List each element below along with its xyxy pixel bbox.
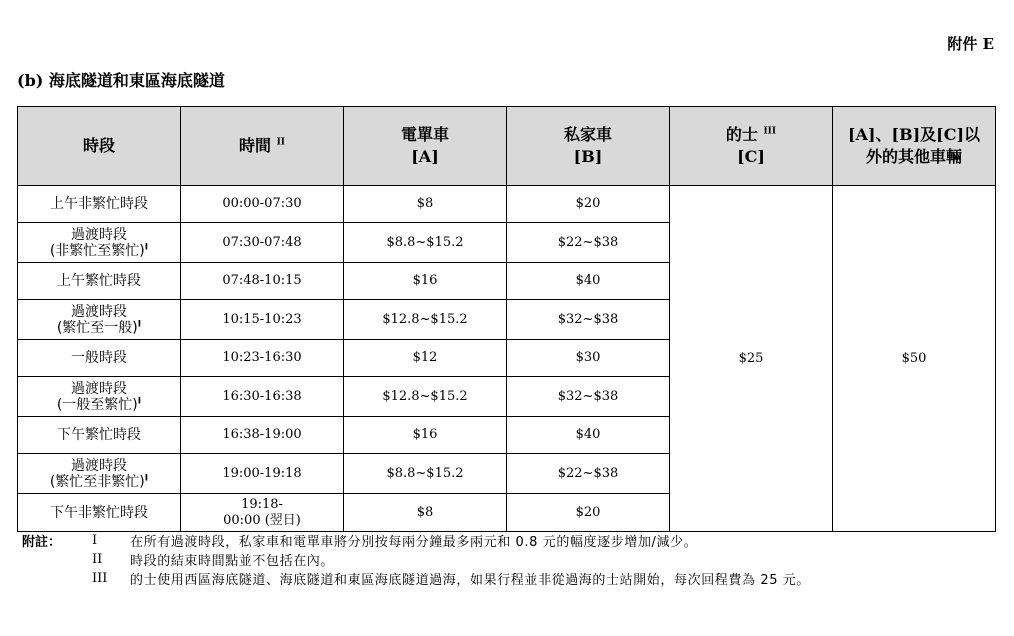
period-cell: [18, 377, 181, 417]
notes-heading: 附註：: [22, 535, 62, 550]
period-cell: [18, 340, 181, 377]
footnote-marker: I: [137, 318, 142, 329]
period-cell: [18, 263, 181, 300]
notes-section: [22, 531, 1007, 588]
time-cell: 10:15-10:23: [181, 300, 344, 340]
period-cell: [18, 186, 181, 223]
period-sublabel: (非繁忙至繁忙): [49, 242, 145, 259]
motorcycle-fee-cell: $8: [344, 186, 507, 223]
note-text: 的士使用西區海底隧道、海底隧道和東區海底隧道過海，如果行程並非從過海的士站開始，每次回程費為 25 元。: [130, 573, 811, 588]
column-header: [833, 107, 996, 186]
period-label: 上午非繁忙時段: [50, 196, 148, 212]
period-label: 上午繁忙時段: [57, 273, 141, 289]
taxi-fee-cell: $25: [670, 186, 833, 532]
private-car-fee-cell: $32~$38: [507, 377, 670, 417]
section-title: (b) 海底隧道和東區海底隧道: [17, 71, 225, 90]
footnote-marker: II: [276, 137, 285, 148]
period-label: 下午非繁忙時段: [50, 504, 148, 521]
period-cell: [18, 300, 181, 340]
annex-label: 附件 E: [947, 35, 994, 53]
column-header-label: 外的其他車輛: [865, 147, 962, 166]
period-label: 下午繁忙時段: [57, 427, 141, 443]
period-label: 過渡時段: [71, 457, 127, 474]
column-header-label: 時段: [82, 136, 115, 155]
toll-table-body: [18, 186, 996, 532]
period-label: 一般時段: [71, 350, 127, 366]
motorcycle-fee-cell: $8.8~$15.2: [344, 454, 507, 494]
period-cell: [18, 494, 181, 532]
private-car-fee-cell: $40: [507, 417, 670, 454]
header-row: [18, 107, 996, 186]
period-sublabel: (繁忙至一般): [56, 319, 138, 336]
footnote-marker: I: [137, 395, 142, 406]
column-header-label: [A]、[B]及[C]以: [847, 125, 981, 144]
column-header-label: [B]: [573, 147, 603, 166]
other-vehicles-fee-cell: $50: [833, 186, 996, 532]
time-cell: 07:30-07:48: [181, 223, 344, 263]
column-header: [344, 107, 507, 186]
motorcycle-fee-cell: $12.8~$15.2: [344, 377, 507, 417]
period-cell: [18, 454, 181, 494]
period-sublabel: (繁忙至非繁忙): [49, 473, 145, 490]
private-car-fee-cell: $30: [507, 340, 670, 377]
motorcycle-fee-cell: $12: [344, 340, 507, 377]
period-label: 過渡時段: [71, 303, 127, 320]
private-car-fee-cell: $20: [507, 494, 670, 532]
column-header: [181, 107, 344, 186]
column-header: [670, 107, 833, 186]
note-number: III: [92, 571, 108, 586]
column-header-label: 電單車: [400, 125, 449, 144]
private-car-fee-cell: $20: [507, 186, 670, 223]
motorcycle-fee-cell: $16: [344, 417, 507, 454]
column-header-label: 私家車: [563, 125, 612, 144]
time-cell: 16:38-19:00: [181, 417, 344, 454]
note-row: [22, 531, 1007, 550]
time-cell: 19:00-19:18: [181, 454, 344, 494]
footnote-marker: III: [763, 126, 777, 137]
motorcycle-fee-cell: $16: [344, 263, 507, 300]
column-header: [18, 107, 181, 186]
period-label: 過渡時段: [71, 226, 127, 243]
table-row: [18, 186, 996, 223]
column-header-label: [C]: [737, 147, 765, 166]
note-number: I: [92, 533, 98, 548]
column-header: [507, 107, 670, 186]
period-cell: [18, 223, 181, 263]
period-label: 過渡時段: [71, 380, 127, 397]
private-car-fee-cell: $22~$38: [507, 223, 670, 263]
period-cell: [18, 417, 181, 454]
note-text: 時段的結束時間點並不包括在內。: [130, 554, 335, 569]
note-number: II: [92, 552, 103, 567]
private-car-fee-cell: $22~$38: [507, 454, 670, 494]
toll-table: [17, 106, 996, 532]
motorcycle-fee-cell: $8: [344, 494, 507, 532]
private-car-fee-cell: $40: [507, 263, 670, 300]
footnote-marker: I: [144, 241, 149, 252]
motorcycle-fee-cell: $12.8~$15.2: [344, 300, 507, 340]
motorcycle-fee-cell: $8.8~$15.2: [344, 223, 507, 263]
column-header-label: [A]: [411, 147, 439, 166]
private-car-fee-cell: $32~$38: [507, 300, 670, 340]
note-text: 在所有過渡時段，私家車和電單車將分別按每兩分鐘最多兩元和 0.8 元的幅度逐步增加/減少。: [130, 535, 698, 550]
period-sublabel: (一般至繁忙): [56, 396, 138, 413]
time-cell: 00:00-07:30: [181, 186, 344, 223]
column-header-label: 時間: [238, 136, 271, 155]
column-header-label: 的士: [725, 125, 758, 144]
footnote-marker: I: [144, 472, 149, 483]
time-cell: 16:30-16:38: [181, 377, 344, 417]
time-cell: 10:23-16:30: [181, 340, 344, 377]
time-cell: 07:48-10:15: [181, 263, 344, 300]
note-row: [22, 569, 1007, 588]
time-cell: 19:18- 00:00 (翌日): [181, 494, 344, 532]
toll-table-header: [18, 107, 996, 186]
note-row: [22, 550, 1007, 569]
